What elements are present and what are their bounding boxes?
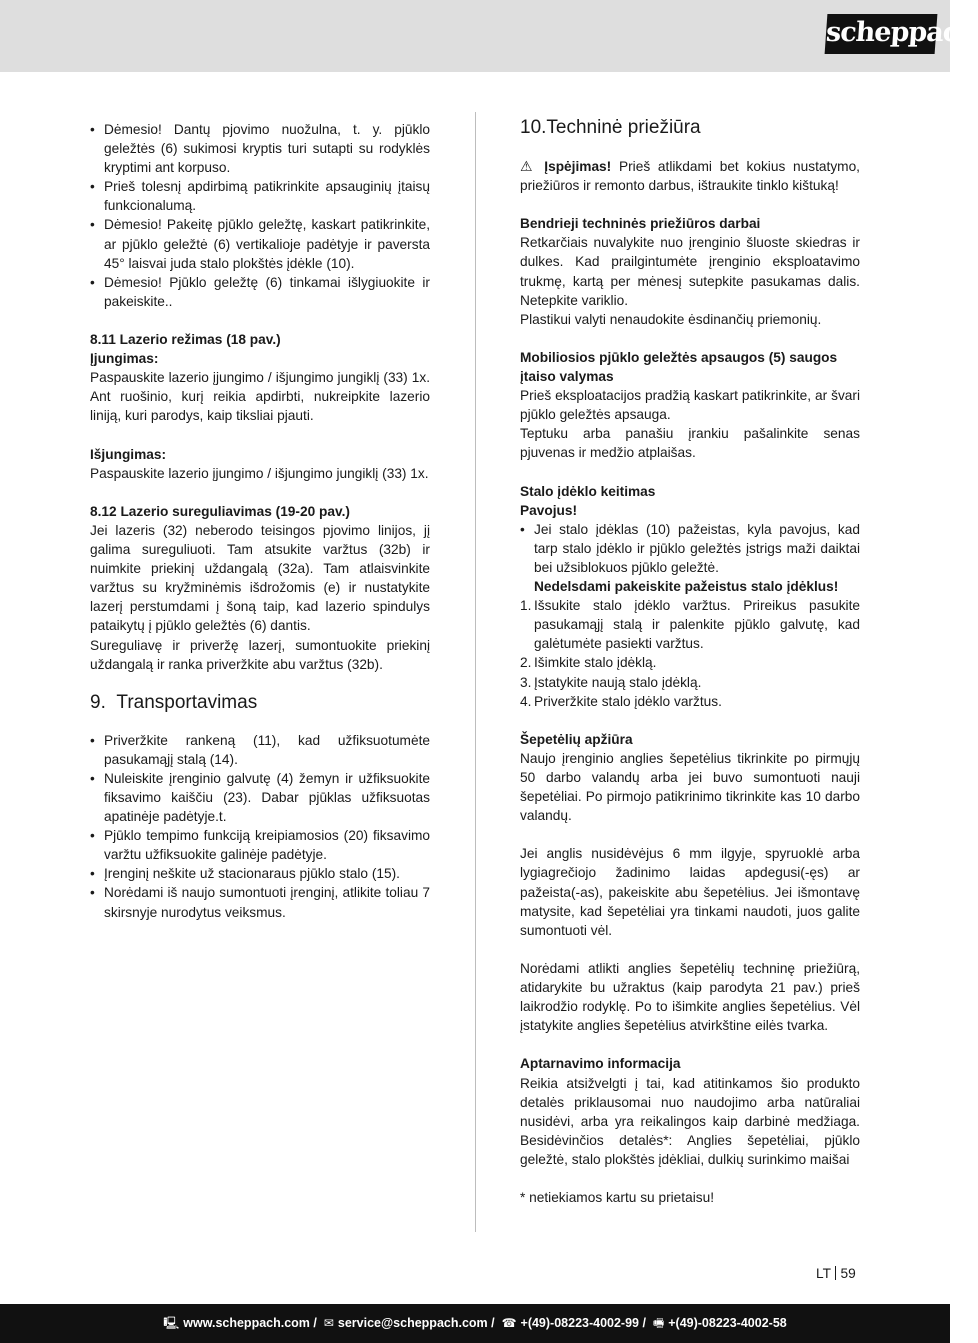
guard-cleaning-text-2: Teptuku arba panašiu įrankiu pašalinkite senas pjuvenas ir medžio atplaišas.: [520, 426, 860, 461]
list-item: 1. Išsukite stalo įdėklo varžtus. Prireikus pasukite pasukamąjį stalą ir palenkite pjūklo galvutę, kad galėtumėte pasiekti varžtus.: [520, 598, 860, 652]
footer-email: service@scheppach.com /: [337, 1316, 495, 1330]
list-item: • Dėmesio! Pakeitę pjūklo geležtę, kaskart patikrinkite, ar pjūklo geležtė (6) vertikalioje padėtyje ir paversta 45° laisvai juda stalo plokštės įdėkle (10).: [90, 215, 430, 272]
scheppach-logo: scheppach: [825, 14, 938, 54]
section-9-heading: [90, 691, 430, 715]
insert-bullet-list: [520, 520, 860, 577]
brush-inspection-text: Naujo įrenginio anglies šepetėlius tikrinkite po pirmųjų 50 darbo valandų arba jei buvo sumontuoti nauji šepetėliai. Po pirmojo patikrinimo tikrinkite kas 10 darbo valandų.: [520, 750, 860, 824]
list-item: • Prieš tolesnį apdirbimą patikrinkite apsauginių įtaisų funkcionalumą.: [90, 177, 430, 215]
mail-icon: ✉: [323, 1316, 334, 1330]
page-footer: [0, 1304, 950, 1343]
insert-warning-bold: Nedelsdami pakeiskite pažeistus stalo įdėklus!: [534, 579, 839, 595]
section-10-heading: [520, 116, 860, 140]
list-item: • Dėmesio! Pjūklo geležtę (6) tinkamai išlygiuokite ir pakeiskite..: [90, 273, 430, 311]
laser-on-text: Paspauskite lazerio įjungimo / išjungimo jungiklį (33) 1x. Ant ruošinio, kurį reikia apdirbti, nukreipkite lazerio liniją, kuri parodys, kaip tiksliai pjauti.: [90, 370, 430, 424]
footer-website: www.scheppach.com /: [183, 1316, 317, 1330]
section-number: 10.: [520, 117, 547, 138]
guard-cleaning-title: Mobiliosios pjūklo geležtės apsaugos (5) saugos įtaiso valymas: [520, 349, 838, 385]
section-8-12-title: 8.12 Lazerio sureguliavimas (19-20 pav.): [90, 503, 350, 519]
warning-paragraph: [520, 157, 860, 195]
list-item: 4. Priveržkite stalo įdėklo varžtus.: [520, 693, 722, 709]
footnote: * netiekiamos kartu su prietaisu!: [520, 1190, 714, 1206]
laser-on-title: Įjungimas:: [90, 351, 159, 367]
insert-steps-list: [520, 596, 860, 711]
list-item: • Norėdami iš naujo sumontuoti įrenginį, atlikite toliau 7 skirsnyje nurodytus veiksmus.: [90, 883, 430, 921]
list-item: • Nuleiskite įrenginio galvutę (4) žemyn ir užfiksuokite fiksavimo kaiščiu (23). Dabar pjūklas užfiksuotas apatinėje padėtyje.t.: [90, 769, 430, 826]
warning-triangle-icon: ⚠: [520, 158, 537, 174]
general-maintenance-text: Retkarčiais nuvalykite nuo įrenginio šluoste skiedras ir dulkes. Kad prailgintumėte įrenginio eksploatavimo trukmę, kartą per mėnesį sutepkite pasukamas dalis. Netepkite variklio.: [520, 235, 860, 308]
warning-text: Prieš atlikdami bet kokius nustatymo, priežiūros ir remonto darbus, ištraukite tinklo kištuką!: [520, 159, 860, 194]
fax-icon: 🖷: [652, 1316, 665, 1330]
laser-adjust-text-2: Sureguliavę ir priveržę lazerį, sumontuokite priekinį uždangalą ir ranka priveržkite abu varžtus (32b).: [90, 637, 430, 672]
computer-icon: 🖳: [163, 1316, 180, 1330]
page-number-value: 59: [840, 1266, 856, 1281]
list-item: • Įrenginį neškite už stacionaraus pjūklo stalo (15).: [90, 864, 430, 883]
phone-icon: ☎: [501, 1316, 517, 1330]
service-info-text: Reikia atsižvelgti į tai, kad atitinkamos šio produkto detalės priklausomai nuo naudojimo arba natūraliai nusidėvi, arba yra reikalingos kaip darbinė medžiaga. Besidėvinčios detalės*: Anglies šepetėliai, pjūklo geležtė, stalo plokštės įdėkliai, dulkių surinkimo maišai: [520, 1075, 860, 1167]
list-item: • Dėmesio! Dantų pjovimo nuožulna, t. y. pjūklo geležtės (6) sukimosi kryptis turi sutapti su rodyklės kryptimi ant korpuso.: [90, 120, 430, 177]
general-maintenance-text-2: Plastikui valyti nenaudokite ėsdinančių priemonių.: [520, 311, 822, 327]
section-title: Transportavimas: [116, 691, 258, 713]
section-number: 9.: [90, 691, 106, 713]
footer-fax: +(49)-08223-4002-58: [668, 1316, 787, 1330]
right-column: [520, 116, 860, 1207]
general-maintenance-title: Bendrieji techninės priežiūros darbai: [520, 216, 761, 232]
language-code: LT: [816, 1266, 831, 1281]
danger-label: Pavojus!: [520, 502, 578, 518]
list-item: 3. Įstatykite naują stalo įdėklą.: [520, 674, 702, 690]
brush-inspection-title: Šepetėlių apžiūra: [520, 731, 633, 747]
list-item: • Priveržkite rankeną (11), kad užfiksuotumėte pasukamąjį stalą (14).: [90, 731, 430, 769]
list-item: • Jei stalo įdėklas (10) pažeistas, kyla pavojus, kad tarp stalo įdėklo ir pjūklo geležtės įstrigs maži daiktai bei užsiblokuos pjūklo geležtė.: [520, 520, 860, 577]
page-number: [816, 1266, 856, 1281]
footer-phone: +(49)-08223-4002-99 /: [520, 1316, 646, 1330]
transport-bullet-list: [90, 731, 430, 922]
column-divider: [475, 112, 476, 1232]
laser-off-text: Paspauskite lazerio įjungimo / išjungimo jungiklį (33) 1x.: [90, 465, 429, 481]
brush-inspection-text-3: Norėdami atlikti anglies šepetėlių techninę priežiūrą, atidarykite bu užraktus (kaip parodyta 21 pav.) prieš laikrodžio rodyklę. Po to išimkite anglies šepetėlius. Vėl įstatykite anglies šepetėlius atvirkštine eilės tvarka.: [520, 960, 860, 1034]
table-insert-title: Stalo įdėklo keitimas: [520, 483, 656, 499]
page-header: [0, 0, 978, 72]
service-info-title: Aptarnavimo informacija: [520, 1056, 681, 1072]
left-column: [90, 120, 430, 922]
brush-inspection-text-2: Jei anglis nusidėvėjus 6 mm ilgyje, spyruoklė arba lygiagrečiojo žadinimo laidas apdegusi(-ęs) ar pažeista(-as), pakeiskite abu šepetėlius. Jei išmontavę matysite, kad šepetėliai yra tinkami naudoti, juos galite sumontuoti vėl.: [520, 846, 860, 938]
section-title: Techninė priežiūra: [546, 117, 701, 138]
warning-label: Įspėjimas!: [544, 159, 612, 174]
list-item: • Pjūklo tempimo funkciją kreipiamosios (20) fiksavimo varžtu užfiksuokite galinėje padėtyje.: [90, 826, 430, 864]
guard-cleaning-text: Prieš eksploatacijos pradžią kaskart patikrinkite, ar švari pjūklo geležtės apsauga.: [520, 388, 860, 423]
laser-off-title: Išjungimas:: [90, 446, 167, 462]
laser-adjust-text: Jei lazeris (32) neberodo teisingos pjovimo linijos, jį galima sureguliuoti. Tam atsukite varžtus (32b) ir nuimkite priekinį uždangalą (32a). Tam atlaisvinkite varžtus su kryžminėmis išdrožomis (e) ir nustatykite lazerį perstumdami į šoną taip, kad lazerio spindulys pataikytų į pjūklo geležtės (6) dantis.: [90, 522, 430, 634]
list-item: 2. Išimkite stalo įdėklą.: [520, 655, 657, 671]
section-8-11-title: 8.11 Lazerio režimas (18 pav.): [90, 332, 281, 348]
safety-bullet-list: [90, 120, 430, 311]
